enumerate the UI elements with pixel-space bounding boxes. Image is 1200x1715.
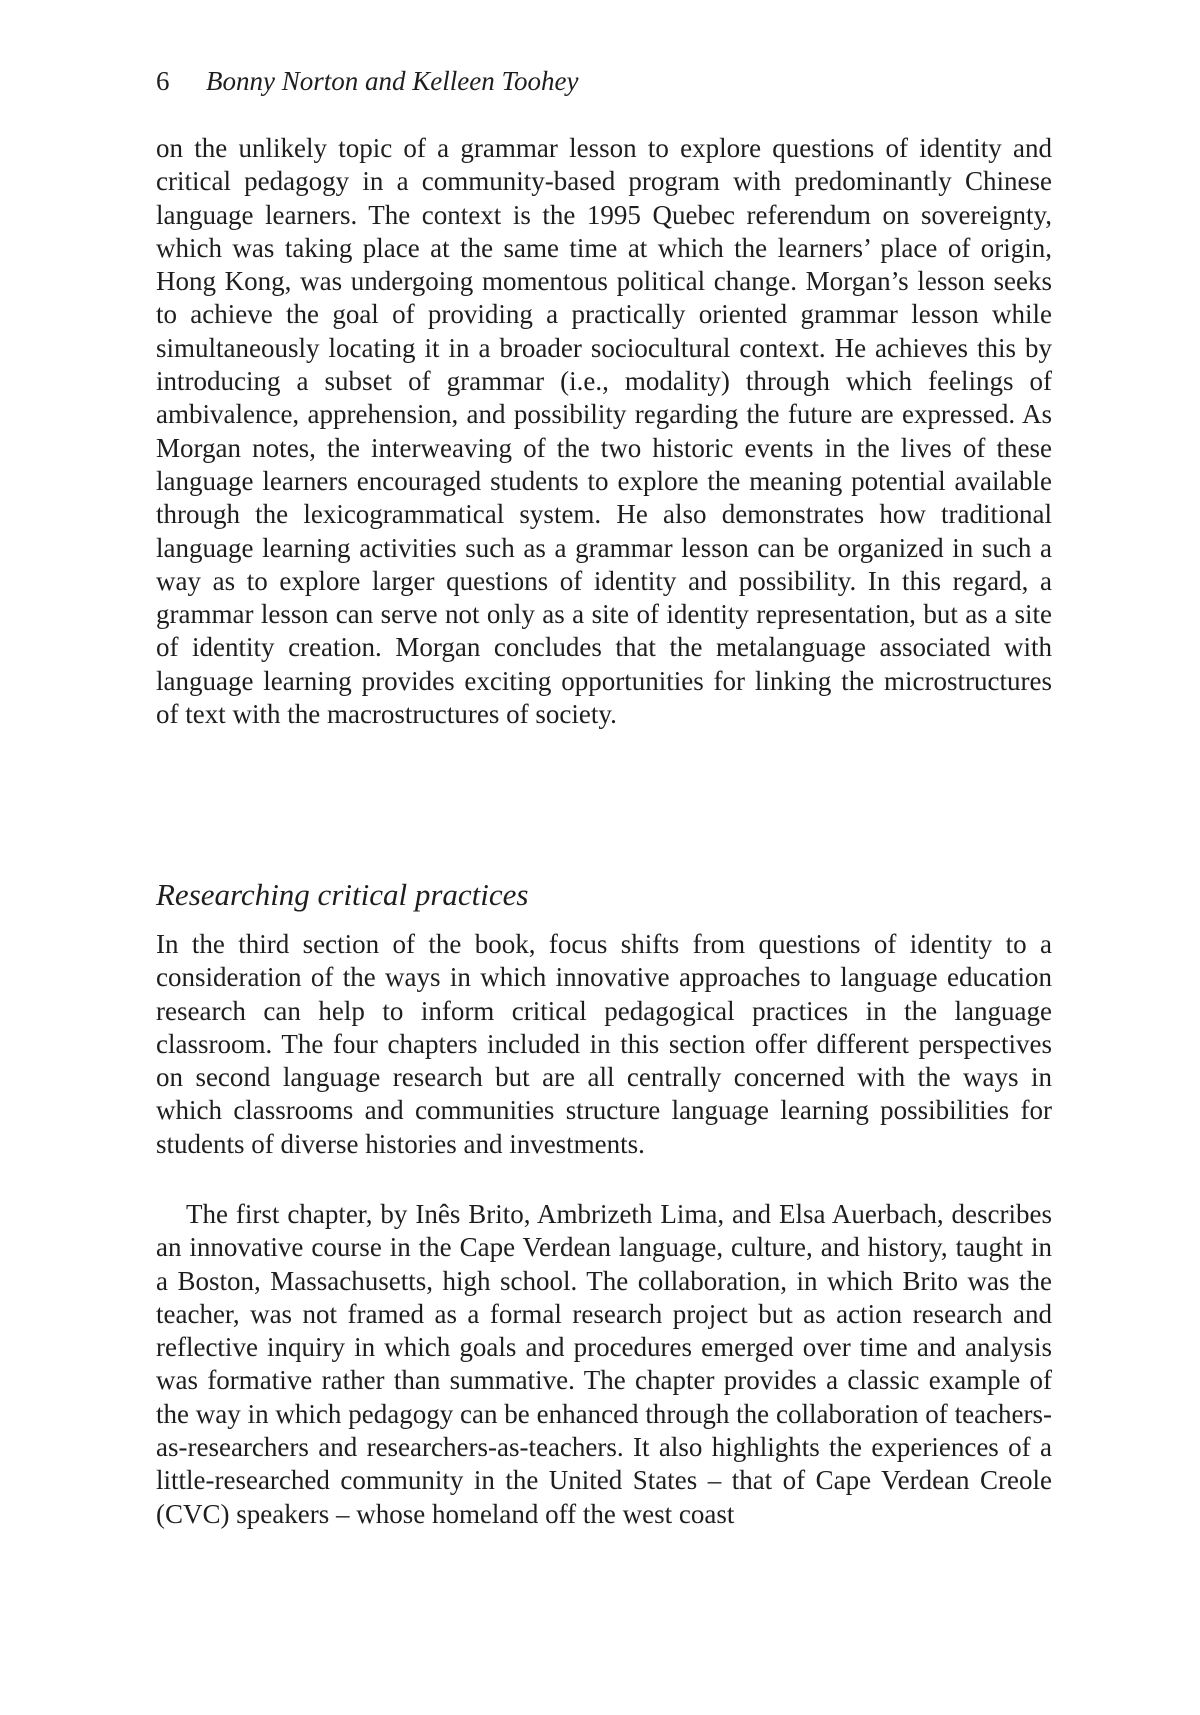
page-number: 6	[156, 66, 170, 96]
section-heading: Researching critical practices	[156, 877, 529, 912]
paragraph-text: The first chapter, by Inês Brito, Ambrizeth Lima, and Elsa Auerbach, describes an innovative course in the Cape Verdean language, culture, and history, taught in a Boston, Massachusetts, high school. The collaboration, in which Brito was the teacher, was not framed as a formal research project but as action research and reflective inquiry in which goals and procedures emerged over time and analysis was formative rather than summative. The chapter provides a classic example of the way in which pedagogy can be enhanced through the collaboration of teachers-as-researchers and researchers-as-teachers. It also highlights the experiences of a little-researched community in the United States – that of Cape Verdean Creole (CVC) speakers – whose homeland off the west coast	[156, 1199, 1052, 1529]
running-header-authors: Bonny Norton and Kelleen Toohey	[206, 66, 579, 96]
paragraph-text: In the third section of the book, focus shifts from questions of identity to a consideration of the ways in which innovative approaches to language education research can help to inform critical pedagogical practices in the language classroom. The four chapters included in this section offer different perspectives on second language research but are all centrally concerned with the ways in which classrooms and communities structure language learning possibilities for students of diverse histories and investments.	[156, 929, 1052, 1159]
body-paragraph-intro	[156, 132, 1052, 731]
body-paragraph-first-chapter	[156, 1198, 1052, 1531]
body-paragraph-section-intro	[156, 928, 1052, 1161]
paragraph-text: on the unlikely topic of a grammar lesson to explore questions of identity and critical pedagogy in a community-based program with predominantly Chinese language learners. The context is the 1995 Quebec referendum on sovereignty, which was taking place at the same time at which the learners’ place of origin, Hong Kong, was undergoing momentous political change. Morgan’s lesson seeks to achieve the goal of providing a practically oriented grammar lesson while simultaneously locating it in a broader sociocultural context. He achieves this by introducing a subset of grammar (i.e., modality) through which feelings of ambivalence, apprehension, and possibility regarding the future are expressed. As Morgan notes, the interweaving of the two historic events in the lives of these language learners encouraged students to explore the meaning potential available through the lexicogrammatical system. He also demonstrates how traditional language learning activities such as a grammar lesson can be organized in such a way as to explore larger questions of identity and possibility. In this regard, a grammar lesson can serve not only as a site of identity representation, but as a site of identity creation. Morgan concludes that the metalanguage associated with language learning provides exciting opportunities for linking the microstructures of text with the macrostructures of society.	[156, 133, 1052, 730]
running-header	[156, 64, 578, 98]
